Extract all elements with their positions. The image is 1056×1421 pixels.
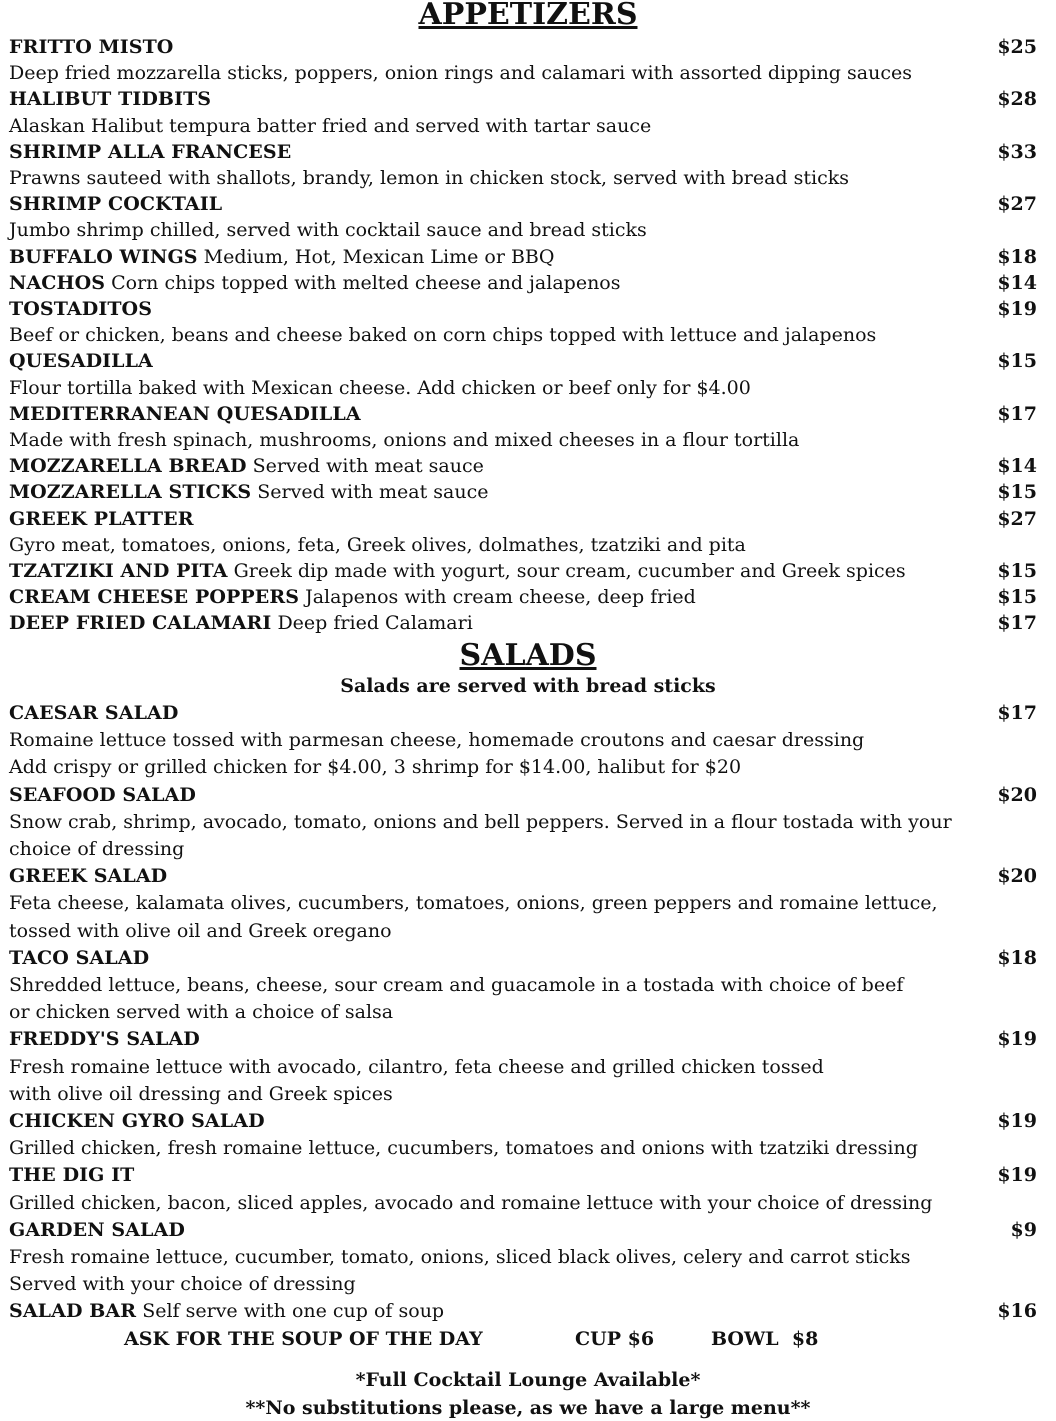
menu-item-inline-description: Deep fried Calamari bbox=[277, 612, 473, 635]
menu-item-price: $14 bbox=[997, 455, 1037, 478]
salads-subtitle: Salads are served with bread sticks bbox=[340, 675, 716, 697]
menu-item-price: $18 bbox=[997, 245, 1037, 268]
menu-item-description: Made with fresh spinach, mushrooms, onions and mixed cheeses in a flour tortilla bbox=[9, 429, 800, 451]
menu-item-price: $9 bbox=[1010, 1218, 1037, 1241]
menu-item-name: HALIBUT TIDBITS bbox=[9, 88, 212, 111]
menu-item-price: $14 bbox=[997, 271, 1037, 294]
menu-item-name: CREAM CHEESE POPPERS bbox=[9, 586, 300, 609]
menu-item-price: $18 bbox=[997, 946, 1037, 969]
menu-item-price: $17 bbox=[997, 702, 1037, 724]
menu-item-name: SEAFOOD SALAD bbox=[9, 783, 196, 806]
menu-item-price: $16 bbox=[997, 1300, 1037, 1323]
menu-item-price: $15 bbox=[997, 350, 1037, 373]
menu-item-name: CHICKEN GYRO SALAD bbox=[9, 1110, 265, 1132]
menu-item bbox=[9, 139, 1037, 165]
menu-item-description: Shredded lettuce, beans, cheese, sour cream and guacamole in a tostada with choice of beef bbox=[9, 974, 904, 996]
menu-item-price: $15 bbox=[997, 560, 1037, 582]
menu-item-description: Add crispy or grilled chicken for $4.00, 3 shrimp for $14.00, halibut for $20 bbox=[9, 756, 742, 779]
menu-item-inline-description: Served with meat sauce bbox=[257, 481, 489, 504]
menu-item-price: $19 bbox=[997, 298, 1037, 320]
menu-item-name: SALAD BAR bbox=[9, 1300, 137, 1323]
menu-item-name: FREDDY'S SALAD bbox=[9, 1028, 200, 1051]
menu-item-name: GARDEN SALAD bbox=[9, 1218, 185, 1241]
menu-item-price: $27 bbox=[997, 507, 1037, 530]
menu-item-name: NACHOS bbox=[9, 271, 106, 294]
menu-item-price: $17 bbox=[997, 612, 1037, 635]
menu-item-price: $33 bbox=[997, 140, 1037, 163]
menu-item bbox=[9, 1108, 1037, 1134]
menu-item bbox=[9, 863, 1037, 889]
appetizers-heading: APPETIZERS bbox=[418, 0, 638, 32]
menu-item-price: $15 bbox=[997, 481, 1037, 504]
menu-item bbox=[9, 401, 1037, 427]
menu-item-inline-description: Medium, Hot, Mexican Lime or BBQ bbox=[203, 245, 555, 268]
menu-item-price: $19 bbox=[997, 1110, 1037, 1132]
menu-item-description: or chicken served with a choice of salsa bbox=[9, 1001, 394, 1024]
menu-item-description: Gyro meat, tomatoes, onions, feta, Greek olives, dolmathes, tzatziki and pita bbox=[9, 533, 746, 556]
menu-item-name: BUFFALO WINGS bbox=[9, 245, 198, 268]
menu-item-name: MEDITERRANEAN QUESADILLA bbox=[9, 402, 361, 425]
menu-item bbox=[9, 453, 1037, 479]
menu-item bbox=[9, 34, 1037, 60]
menu-item-price: $15 bbox=[997, 586, 1037, 609]
menu-item-description: Alaskan Halibut tempura batter fried and served with tartar sauce bbox=[9, 114, 652, 137]
menu-item-name: QUESADILLA bbox=[9, 350, 153, 373]
menu-item bbox=[9, 479, 1037, 505]
menu-item bbox=[9, 1217, 1037, 1243]
menu-item-inline-description: Greek dip made with yogurt, sour cream, cucumber and Greek spices bbox=[233, 560, 906, 582]
menu-item-description: Deep fried mozzarella sticks, poppers, onion rings and calamari with assorted dipping sauces bbox=[9, 62, 912, 85]
menu-item bbox=[9, 782, 1037, 808]
menu-item-description: Fresh romaine lettuce with avocado, cilantro, feta cheese and grilled chicken tossed bbox=[9, 1055, 824, 1078]
menu-item-description: Grilled chicken, fresh romaine lettuce, cucumbers, tomatoes and onions with tzatziki dressing bbox=[9, 1137, 918, 1160]
menu-item-name: DEEP FRIED CALAMARI bbox=[9, 612, 272, 635]
menu-item bbox=[9, 244, 1037, 270]
menu-item bbox=[9, 558, 1037, 584]
menu-item-description: Grilled chicken, bacon, sliced apples, avocado and romaine lettuce with your choice of dressing bbox=[9, 1191, 933, 1214]
menu-item-name: TOSTADITOS bbox=[9, 298, 153, 320]
menu-item bbox=[9, 584, 1037, 610]
menu-item-name: CAESAR SALAD bbox=[9, 702, 179, 724]
menu-item-description: Beef or chicken, beans and cheese baked on corn chips topped with lettuce and jalapenos bbox=[9, 324, 877, 347]
menu-item-inline-description: Self serve with one cup of soup bbox=[142, 1300, 445, 1323]
menu-item-description: Fresh romaine lettuce, cucumber, tomato, onions, sliced black olives, celery and carrot sticks bbox=[9, 1246, 911, 1268]
salads-heading: SALADS bbox=[459, 638, 597, 673]
menu-item bbox=[9, 1298, 1037, 1324]
menu-item bbox=[9, 296, 1037, 322]
menu-item-description: Romaine lettuce tossed with parmesan cheese, homemade croutons and caesar dressing bbox=[9, 729, 865, 752]
menu-item-description: with olive oil dressing and Greek spices bbox=[9, 1082, 393, 1105]
footer-cocktail-note: *Full Cocktail Lounge Available* bbox=[355, 1369, 701, 1391]
menu-item bbox=[9, 348, 1037, 374]
menu-item-price: $19 bbox=[997, 1028, 1037, 1051]
menu-item-inline-description: Corn chips topped with melted cheese and jalapenos bbox=[111, 271, 621, 294]
menu-item-name: TACO SALAD bbox=[9, 946, 150, 969]
menu-item-name: TZATZIKI AND PITA bbox=[9, 560, 228, 582]
soup-bowl-price: BOWL $8 bbox=[711, 1328, 819, 1350]
menu-item-price: $25 bbox=[997, 36, 1037, 58]
menu-item bbox=[9, 191, 1037, 217]
menu-item-price: $27 bbox=[997, 193, 1037, 216]
menu-item-name: GREEK SALAD bbox=[9, 865, 168, 888]
soup-of-the-day-label: ASK FOR THE SOUP OF THE DAY bbox=[124, 1328, 483, 1350]
menu-item bbox=[9, 86, 1037, 112]
menu-item-description: choice of dressing bbox=[9, 838, 185, 860]
menu-item-price: $28 bbox=[997, 88, 1037, 111]
menu-item-description: Flour tortilla baked with Mexican cheese. Add chicken or beef only for $4.00 bbox=[9, 376, 751, 399]
menu-item-inline-description: Served with meat sauce bbox=[252, 455, 484, 478]
menu-item bbox=[9, 610, 1037, 636]
menu-item-description: Feta cheese, kalamata olives, cucumbers, tomatoes, onions, green peppers and romaine lettuce, bbox=[9, 892, 938, 915]
menu-item bbox=[9, 945, 1037, 971]
menu-item-name: THE DIG IT bbox=[9, 1164, 135, 1187]
menu-item-price: $17 bbox=[997, 402, 1037, 425]
menu-item-description: tossed with olive oil and Greek oregano bbox=[9, 919, 392, 942]
menu-item bbox=[9, 270, 1037, 296]
menu-item-name: GREEK PLATTER bbox=[9, 507, 194, 530]
menu-item-name: SHRIMP ALLA FRANCESE bbox=[9, 140, 292, 163]
menu-item-inline-description: Jalapenos with cream cheese, deep fried bbox=[305, 586, 696, 609]
menu-item bbox=[9, 700, 1037, 726]
menu-item-name: MOZZARELLA STICKS bbox=[9, 481, 252, 504]
menu-item bbox=[9, 1026, 1037, 1052]
menu-item-name: FRITTO MISTO bbox=[9, 36, 174, 58]
menu-item-description: Served with your choice of dressing bbox=[9, 1273, 356, 1296]
menu-item-description: Snow crab, shrimp, avocado, tomato, onions and bell peppers. Served in a flour tostada with your bbox=[9, 810, 952, 833]
menu-item bbox=[9, 1162, 1037, 1188]
footer-substitutions-note: **No substitutions please, as we have a large menu** bbox=[245, 1397, 811, 1419]
menu-item-description: Jumbo shrimp chilled, served with cocktail sauce and bread sticks bbox=[9, 219, 647, 242]
menu-item bbox=[9, 506, 1037, 532]
menu-item-name: MOZZARELLA BREAD bbox=[9, 455, 247, 478]
menu-item-price: $19 bbox=[997, 1164, 1037, 1187]
menu-item-description: Prawns sauteed with shallots, brandy, lemon in chicken stock, served with bread sticks bbox=[9, 167, 849, 189]
menu-item-name: SHRIMP COCKTAIL bbox=[9, 193, 223, 216]
soup-cup-price: CUP $6 bbox=[575, 1328, 655, 1350]
menu-item-price: $20 bbox=[997, 865, 1037, 888]
menu-item-price: $20 bbox=[997, 783, 1037, 806]
